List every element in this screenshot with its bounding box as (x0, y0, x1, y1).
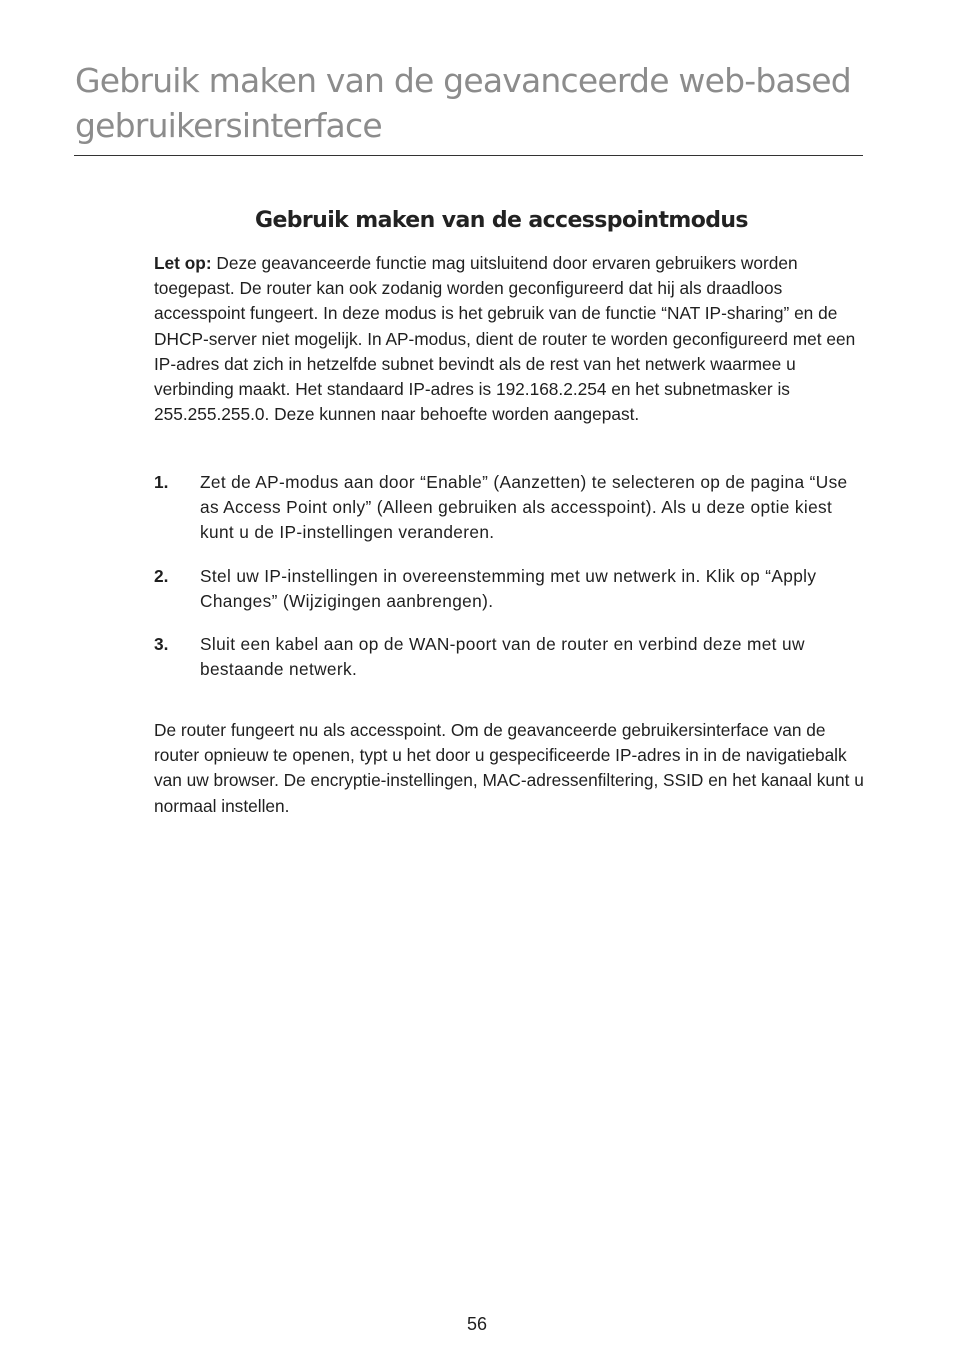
step-text: Stel uw IP-instellingen in overeenstemming met uw netwerk in. Klik op “Apply Changes” (Wijzigingen aanbrengen). (200, 565, 817, 611)
steps-list (154, 470, 866, 700)
step-item (154, 564, 866, 614)
step-number: 2. (154, 565, 169, 586)
step-number: 1. (154, 472, 169, 492)
title-divider (74, 155, 863, 156)
step-text: Zet de AP-modus aan door “Enable” (Aanzetten) te selecteren op de pagina “Use as Access Point only” (Alleen gebruiken als accesspoint). Als u deze optie kiest kunt u de IP-instellingen veranderen. (200, 472, 848, 543)
intro-paragraph (154, 251, 866, 427)
page-number: 56 (466, 1314, 488, 1334)
step-item (154, 632, 866, 682)
section-heading: Gebruik maken van de accesspointmodus (255, 208, 748, 233)
step-text: Sluit een kabel aan op de WAN-poort van de router en verbind deze met uw bestaande netwerk. (200, 634, 805, 680)
page-title: Gebruik maken van de geavanceerde web-based gebruikersinterface (75, 61, 851, 145)
note-label: Let op: (154, 253, 212, 273)
intro-text: Deze geavanceerde functie mag uitsluitend door ervaren gebruikers worden toegepast. De router kan ook zodanig worden geconfigureerd dat hij als draadloos accesspoint fungeert. In deze modus is het gebruik van de functie “NAT IP-sharing” en de DHCP-server niet mogelijk. In AP-modus, dient de router te worden geconfigureerd met een IP-adres dat zich in hetzelfde subnet bevindt als de rest van het netwerk waarmee u verbinding maakt. Het standaard IP-adres is 192.168.2.254 en het subnetmasker is 255.255.255.0. Deze kunnen naar behoefte worden aangepast. (154, 253, 856, 425)
step-item (154, 470, 866, 546)
step-number: 3. (154, 634, 169, 655)
closing-paragraph: De router fungeert nu als accesspoint. Om de geavanceerde gebruikersinterface van de router opnieuw te openen, typt u het door u gespecificeerde IP-adres in in de navigatiebalk van uw browser. De encryptie-instellingen, MAC-adressenfiltering, SSID en het kanaal kunt u normaal instellen. (154, 720, 864, 816)
